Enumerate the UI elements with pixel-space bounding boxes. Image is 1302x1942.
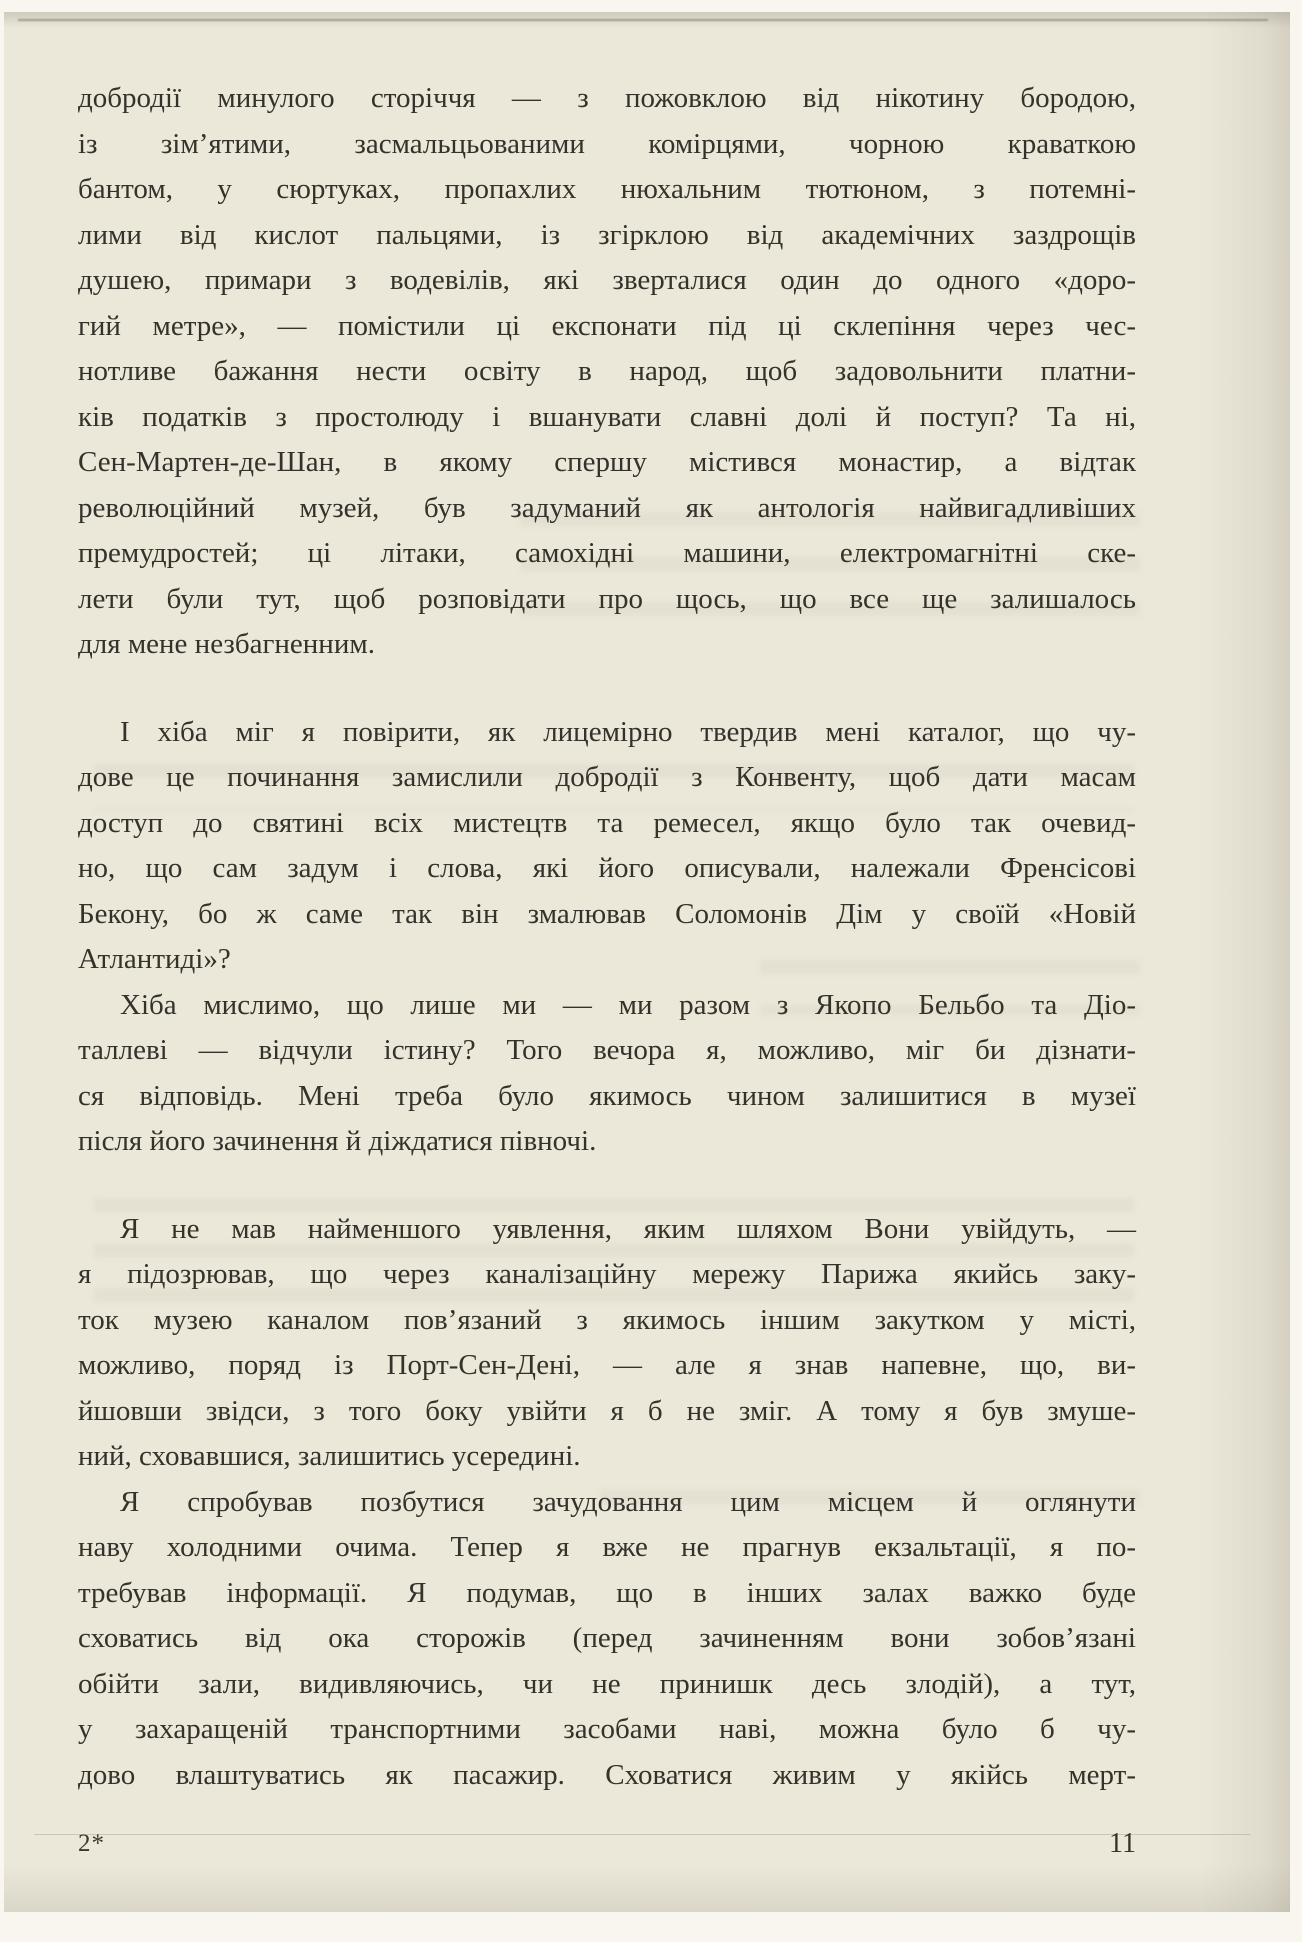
text-line: дове це починання замислили добродії з Конвенту, щоб дати масам xyxy=(78,761,1136,793)
text-line: йшовши звідси, з того боку увійти я б не зміг. А тому я був змуше- xyxy=(78,1394,1136,1427)
scan-artifact-line xyxy=(34,1834,1250,1835)
paragraph xyxy=(78,710,1136,983)
text-line: я підозрював, що через каналізаційну мережу Парижа якийсь заку- xyxy=(78,1258,1136,1290)
text-line: лети були тут, щоб розповідати про щось, що все ще залишалось xyxy=(78,582,1136,615)
footer-signature-mark: 2* xyxy=(78,1830,105,1857)
page-top-edge-shadow xyxy=(18,19,1268,21)
text-column xyxy=(78,76,1136,1798)
text-line: гий метре», — помістили ці експонати під ці склепіння через чес- xyxy=(78,309,1136,342)
text-line: Бекону, бо ж саме так він змалював Соломонів Дім у своїй «Новій xyxy=(78,897,1136,930)
text-line: ся відповідь. Мені треба було якимось чином залишитися в музеї xyxy=(78,1079,1136,1112)
paragraph xyxy=(78,1207,1136,1480)
text-line: лими від кислот пальцями, із згірклою від академічних заздрощів xyxy=(78,218,1136,251)
text-line: І хіба міг я повірити, як лицемірно твердив мені каталог, що чу- xyxy=(120,715,1136,748)
text-line: після його зачинення й діждатися півночі. xyxy=(78,1125,597,1157)
text-line: доступ до святині всіх мистецтв та ремесел, якщо було так очевид- xyxy=(78,806,1136,839)
footer-page-number: 11 xyxy=(1109,1828,1136,1859)
text-line: таллеві — відчули істину? Того вечора я, можливо, міг би дізнати- xyxy=(78,1034,1136,1066)
text-line: для мене незбагненним. xyxy=(78,628,375,660)
text-line: можливо, поряд із Порт-Сен-Дені, — але я знав напевне, що, ви- xyxy=(78,1349,1136,1381)
text-line: нотливе бажання нести освіту в народ, щоб задовольнити платни- xyxy=(78,355,1136,387)
text-line: наву холодними очима. Тепер я вже не прагнув екзальтації, я по- xyxy=(78,1531,1136,1563)
text-line: Атлантиді»? xyxy=(78,943,231,975)
paragraph xyxy=(78,983,1136,1165)
text-line: требував інформації. Я подумав, що в інших залах важко буде xyxy=(78,1576,1136,1609)
text-line: Сен-Мартен-де-Шан, в якому спершу містився монастир, а відтак xyxy=(78,446,1136,478)
text-line: Я не мав найменшого уявлення, яким шляхом Вони увійдуть, — xyxy=(120,1212,1136,1245)
text-line: бантом, у сюртуках, пропахлих нюхальним тютюном, з потемні- xyxy=(78,173,1136,205)
text-line: революційний музей, був задуманий як антологія найвигадливіших xyxy=(78,491,1136,524)
paragraph xyxy=(78,76,1136,668)
text-line: ний, сховавшися, залишитись усередині. xyxy=(78,1440,581,1472)
text-line: Я спробував позбутися зачудовання цим місцем й оглянути xyxy=(120,1485,1136,1518)
text-line: ток музею каналом пов’язаний з якимось іншим закутком у місті, xyxy=(78,1303,1136,1336)
text-line: душею, примари з водевілів, які зверталися один до одного «доро- xyxy=(78,264,1136,296)
text-line: но, що сам задум і слова, які його описували, належали Френсісові xyxy=(78,852,1136,884)
text-line: Хіба мислимо, що лише ми — ми разом з Якопо Бельбо та Діо- xyxy=(120,988,1136,1021)
text-line: премудростей; ці літаки, самохідні машини, електромагнітні ске- xyxy=(78,537,1136,569)
text-line: із зім’ятими, засмальцьованими комірцями, чорною краваткою xyxy=(78,127,1136,160)
paragraph xyxy=(78,1480,1136,1799)
text-line: обійти зали, видивляючись, чи не принишк десь злодій), а тут, xyxy=(78,1667,1136,1700)
text-line: у захаращеній транспортними засобами наві, можна було б чу- xyxy=(78,1713,1136,1745)
text-line: дово влаштуватись як пасажир. Сховатися живим у якійсь мерт- xyxy=(78,1758,1136,1791)
text-line: добродії минулого сторіччя — з пожовклою від нікотину бородою, xyxy=(78,82,1136,114)
text-line: ків податків з простолюду і вшанувати славні долі й поступ? Та ні, xyxy=(78,400,1136,433)
text-line: сховатись від ока сторожів (перед зачиненням вони зобов’язані xyxy=(78,1622,1136,1654)
